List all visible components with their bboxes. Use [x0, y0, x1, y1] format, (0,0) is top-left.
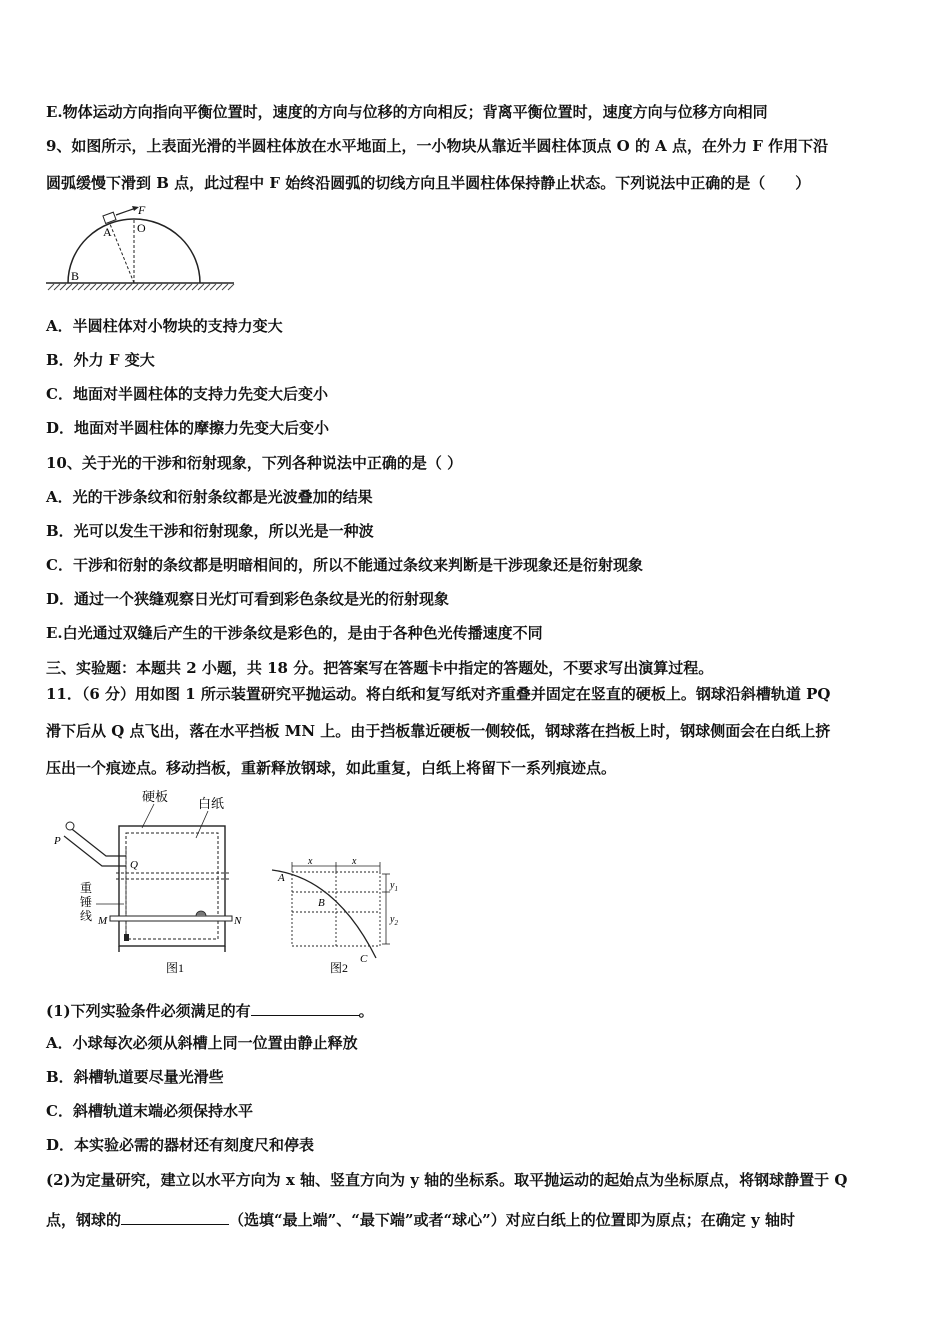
q11-stem-line3: 压出一个痕迹点。移动挡板，重新释放钢球，如此重复，白纸上将留下一系列痕迹点。: [46, 759, 617, 777]
q10-option-d: D．通过一个狭缝观察日光灯可看到彩色条纹是光的衍射现象: [46, 590, 450, 608]
label-y1: $y_1$: [390, 880, 398, 893]
q10-option-a: A．光的干涉条纹和衍射条纹都是光波叠加的结果: [46, 488, 373, 506]
q9-stem-line1: 9、如图所示，上表面光滑的半圆柱体放在水平地面上，一小物块从靠近半圆柱体顶点 O 的 A 点，在外力 F 作用下沿: [46, 137, 829, 155]
section-3-heading: 三、实验题：本题共 2 小题，共 18 分。把答案写在答题卡中指定的答题处，不要求写出演算过程。: [46, 659, 714, 677]
q10-option-b: B．光可以发生干涉和衍射现象，所以光是一种波: [46, 522, 374, 540]
q9-option-c: C．地面对半圆柱体的支持力先变大后变小: [46, 385, 328, 403]
q11-part1-end: 。: [358, 1002, 374, 1020]
label-hardboard: 硬板: [142, 789, 169, 804]
q11-part2-line2: [46, 1208, 906, 1230]
q9-stem-line2: 圆弧缓慢下滑到 B 点，此过程中 F 始终沿圆弧的切线方向且半圆柱体保持静止状态。下列说法中正确的是（ ）: [46, 174, 811, 192]
q9-option-a: A．半圆柱体对小物块的支持力变大: [46, 317, 283, 335]
label-plumb-2: 锤: [80, 895, 93, 909]
answer-blank-1[interactable]: [251, 999, 359, 1016]
q9-option-b: B．外力 F 变大: [46, 351, 155, 369]
q11-part2-tail: （选填“最上端”、“最下端”或者“球心”）对应白纸上的位置即为原点；在确定 y 轴时: [229, 1211, 795, 1229]
label-point-C: C: [360, 953, 368, 965]
label-P: P: [54, 835, 61, 847]
label-point-B: B: [318, 897, 325, 909]
q11-option-d: D．本实验必需的器材还有刻度尺和停表: [46, 1136, 315, 1154]
q11-option-b: B．斜槽轨道要尽量光滑些: [46, 1068, 224, 1086]
label-plumb-1: 重: [80, 881, 93, 895]
label-point-A: A: [278, 872, 285, 884]
label-O: O: [137, 221, 146, 235]
label-x1: x: [308, 856, 313, 867]
q10-option-c: C．干涉和衍射的条纹都是明暗相间的，所以不能通过条纹来判断是干涉现象还是衍射现象: [46, 556, 643, 574]
q11-figures: [46, 786, 416, 982]
q11-stem-line2: 滑下后从 Q 点飞出，落在水平挡板 MN 上。由于挡板靠近硬板一侧较低，钢球落在挡板上时，钢球侧面会在白纸上挤: [46, 722, 831, 740]
label-N: N: [234, 915, 242, 927]
label-y2: $y_2$: [390, 914, 398, 927]
q11-part2-text: 点，钢球的: [46, 1211, 122, 1229]
label-Q: Q: [130, 859, 138, 871]
answer-blank-2[interactable]: [121, 1208, 229, 1225]
caption-figure-1: 图1: [166, 961, 185, 975]
label-B: B: [71, 269, 80, 283]
q9-figure: [44, 202, 239, 297]
label-paper: 白纸: [198, 796, 225, 811]
q11-stem-line1: 11．（6 分）用如图 1 所示装置研究平抛运动。将白纸和复写纸对齐重叠并固定在竖直的硬板上。钢球沿斜槽轨道 PQ: [46, 685, 831, 703]
label-x2: x: [352, 856, 357, 867]
q10-option-e: E.白光通过双缝后产生的干涉条纹是彩色的，是由于各种色光传播速度不同: [46, 624, 543, 642]
q11-part1-stem: [46, 999, 906, 1021]
label-F: F: [138, 203, 146, 217]
q11-option-a: A．小球每次必须从斜槽上同一位置由静止释放: [46, 1034, 358, 1052]
q9-option-d: D．地面对半圆柱体的摩擦力先变大后变小: [46, 419, 330, 437]
caption-figure-2: 图2: [330, 961, 349, 975]
label-A: A: [103, 225, 112, 239]
q11-part2-line1: (2)为定量研究，建立以水平方向为 x 轴、竖直方向为 y 轴的坐标系。取平抛运动的起始点为坐标原点，将钢球静置于 Q: [46, 1171, 848, 1189]
q11-option-c: C．斜槽轨道末端必须保持水平: [46, 1102, 253, 1120]
q10-stem: 10、关于光的干涉和衍射现象，下列各种说法中正确的是（ ）: [46, 454, 463, 472]
label-plumb-3: 线: [80, 909, 93, 923]
q11-part1-text: (1)下列实验条件必须满足的有: [46, 1002, 251, 1020]
option-e-prev: E.物体运动方向指向平衡位置时，速度的方向与位移的方向相反；背离平衡位置时，速度方向与位移方向相同: [46, 103, 768, 121]
label-M: M: [98, 915, 108, 927]
